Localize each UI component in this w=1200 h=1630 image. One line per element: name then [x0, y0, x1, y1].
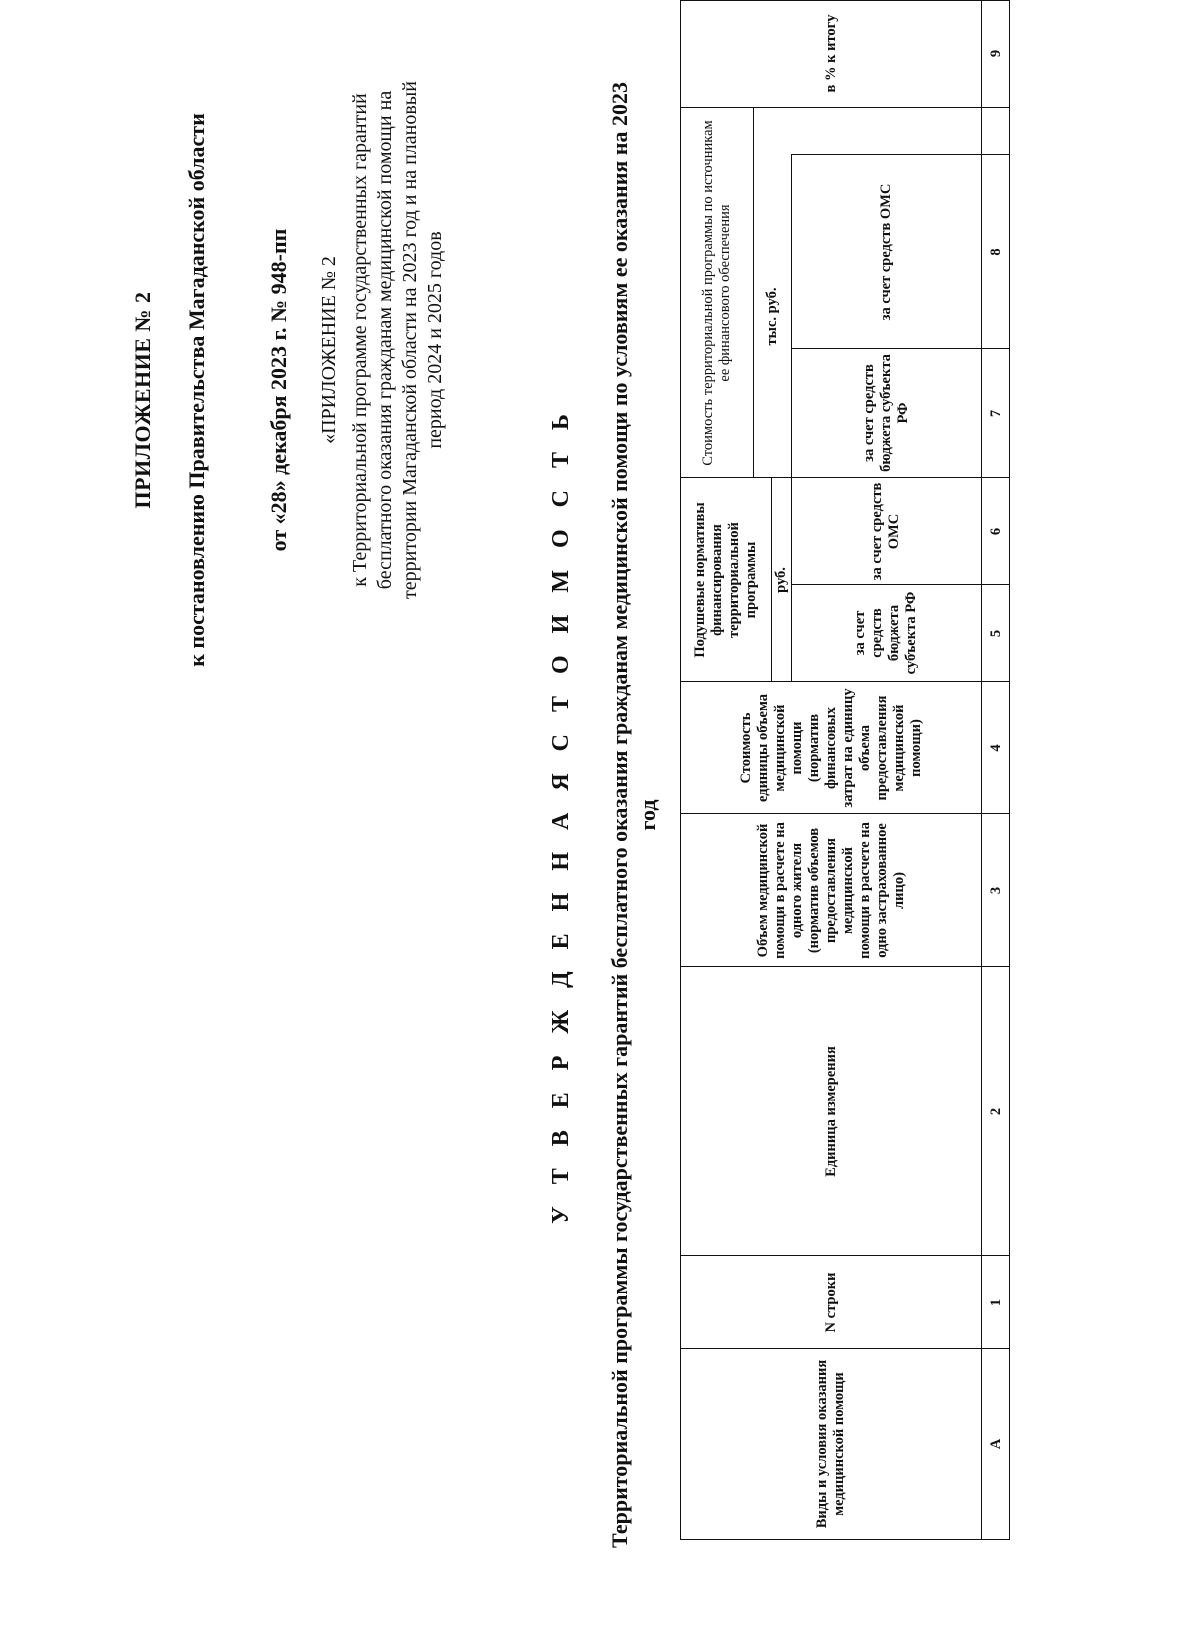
header-budget-cost: за счет средств бюджета субъекта РФ — [860, 354, 911, 472]
column-number: 3 — [987, 886, 1004, 895]
column-number: 4 — [987, 744, 1004, 752]
document-title: Территориальной программы государственных гарантий бесплатного оказания гражданам медицинской помощи по условиям ее оказания на 2023 год — [607, 82, 660, 1548]
header-row-number: N строки — [822, 1272, 839, 1333]
header-unit-rub: руб. — [772, 567, 789, 593]
column-number: 5 — [987, 629, 1004, 638]
approved-heading: У Т В Е Р Ж Д Е Н Н А Я С Т О И М О С Т Ь — [548, 406, 574, 1224]
column-number: 1 — [987, 1298, 1004, 1307]
cost-table — [680, 0, 1010, 1540]
column-number: 6 — [987, 527, 1004, 536]
header-budget-percapita: за счет средств бюджета субъекта РФ — [852, 591, 919, 675]
column-number: 8 — [987, 248, 1004, 256]
header-unit-thous-rub: тыс. руб. — [763, 287, 780, 346]
column-number: А — [987, 1438, 1004, 1450]
header-kinds-conditions: Виды и условия оказания медицинской помощи — [814, 1359, 847, 1529]
column-number: 9 — [987, 49, 1004, 58]
header-per-capita-group: Подушевые нормативы финансирования территориальной программы — [692, 502, 759, 658]
header-unit-cost: Стоимость единицы объема медицинской помощи (норматив финансовых затрат на единицу объема предоставления медицинской помощи) — [737, 688, 924, 808]
header-program-cost-group: Стоимость территориальной программы по источникам ее финансового обеспечения — [700, 120, 733, 466]
header-oms-percapita: за счет средств ОМС — [869, 482, 902, 581]
column-number: 7 — [987, 409, 1004, 418]
program-reference: к Территориальной программе государственных гарантий бесплатного оказания гражданам медицинской помощи на территории Магаданской области на 2023 год и на плановый период 2024 и 2025 годов — [349, 81, 446, 599]
previous-appendix-label: «ПРИЛОЖЕНИЕ № 2 — [318, 256, 340, 444]
header-volume: Объем медицинской помощи в расчете на одного жителя (норматив объемов предоставления медицинской помощи в расчете на одно застрахованное лицо) — [754, 822, 907, 959]
appendix-title: ПРИЛОЖЕНИЕ № 2 — [130, 291, 155, 509]
header-unit: Единица измерения — [822, 1046, 839, 1177]
header-percent-total: в % к итогу — [822, 14, 839, 93]
column-number: 2 — [987, 1107, 1004, 1116]
resolution-date: от «28» декабря 2023 г. № 948-пп — [266, 228, 291, 552]
resolution-reference: к постановлению Правительства Магаданской области — [184, 113, 209, 667]
header-oms-cost: за счет средств ОМС — [877, 183, 894, 321]
